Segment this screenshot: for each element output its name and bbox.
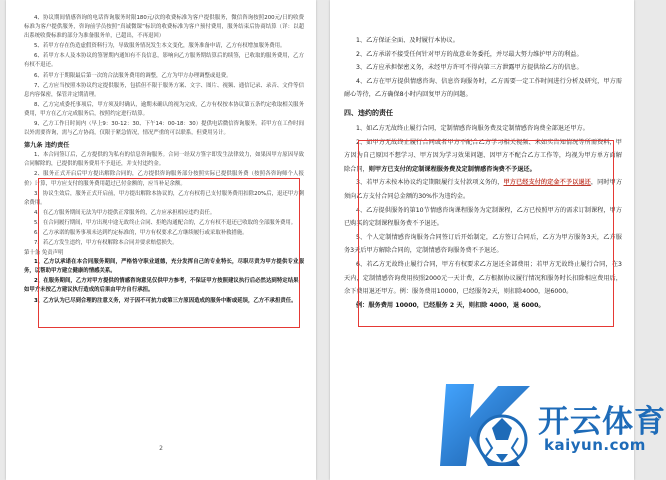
right-paragraph-2: 2、乙方承诺不接受任何针对甲方的故意业务委托，并尽最大努力维护甲方的利益。 (356, 50, 583, 58)
right-top-section (344, 34, 622, 102)
watermark-title: 开云体育 (538, 404, 666, 440)
left-highlight-box (38, 178, 300, 328)
left-paragraph-1: 4、协议期间情感咨询的电话咨询服务时限180元/次的收费标准为客户提供服务，微信咨询按照200元/日的收费标准为客户提供服务，咨询前学员按照“真诚微课”标识的收费标准为客户预付费用，服务结束后协商结算（详：以超出系统收费标准的部分为准备服务单，已超出，不再退回） (24, 15, 304, 40)
left-paragraph-5: 7、乙方应当按照本协议约定提供服务，包括但不限于服务方案、文字、图片、视频、通信记录、录音、文件等信息内容保密，保管并定期清理。 (24, 82, 304, 98)
breach-clause-2: 2、服务正式开启后甲方提出解除合同的，乙方提供咨询服务部分按照实际已提供服务费（按照各咨询师个人报价）计算，甲方应支付的服务费用超过已付金额的，应当补足余额。 (24, 171, 304, 187)
liability-clause-2-emphasis: 则甲方已支付的定制课程服务费及定制情感咨询费不予退还。 (368, 165, 536, 173)
disclaimer-heading: 第十条 免责声明 (24, 250, 64, 257)
left-top-section (24, 14, 304, 138)
disclaimer-clause-1: 1、乙方以承诺在本合同服务期间，严格恪守职业道德，充分发挥自己的专业特长，尽职尽责为甲方提供专业服务，以帮助甲方建立健康的情感关系。 (24, 259, 304, 275)
left-paragraph-2: 5、若甲方存在伪造虚假资料行为，导致服务情况发生本文变化，服务准备申请，乙方有权增加服务费用。 (34, 43, 286, 50)
deposit-emphasis-inline: 甲方已经支付的定金不予以退还 (503, 179, 591, 187)
liability-clause-4: 4、乙方提供服务的第10节情感咨询课程服务为定制课程，乙方已按照甲方的需求订制课程，甲方已购买的定制课程服务费不予退还。 (344, 206, 622, 228)
breach-clause-6: 6、乙方承诺的服务事项未达到约定标准的，甲方有权要求乙方继续履行或采取补救措施。 (34, 229, 248, 236)
right-paragraph-3: 3、乙方应承担保密义务，未经甲方许可不得向第三方泄露甲方提供给乙方的信息。 (356, 64, 583, 72)
breach-clause-1: 1、本合同签订后，乙方提供的为私有的信息咨询服务。合同一经双方签字即发生法律效力，如果因甲方原因导致合同解除的，已提供的服务费用不予退还，并支付违约金。 (24, 152, 304, 168)
breach-clause-4: 4、在乙方服务期间无法为甲方提供正常服务的，乙方应承担相应违约责任。 (34, 209, 216, 216)
liability-heading: 四、违约的责任 (344, 108, 393, 117)
left-paragraph-3: 6、若甲方本人及本协议的签署期内通知有不良信息，影响向乙方服务期结算后的续签，已收取的服务费用，乙方有权不退还。 (24, 53, 304, 69)
disclaimer-clause-3: 3、乙方认为已尽到合理的注意义务，对于因不可抗力或第三方原因造成的服务中断或延误，乙方不承担责任。 (34, 297, 297, 304)
liability-clause-6: 6、若乙方无故终止履行合同，甲方有权要求乙方退还全部费用；若甲方无故终止履行合同，在3天内，定制情感咨询费用按照2000元一天计费，乙方根据协议履行情况和服务时长扣除相应费用后，余下费用退还甲方。例：服务费用10000，已经服务2天，则扣除4000，退6000。 (344, 260, 622, 296)
breach-heading: 第九条 违约责任 (24, 142, 70, 150)
right-paragraph-1: 1、乙方保证全面、及时履行本协议。 (356, 37, 459, 44)
left-paragraph-6: 8、乙方完成委托事项后，甲方须及时确认，逾期未确认的视为完成，乙方有权按本协议第五条约定收取相关服务费用，甲方在乙方完成服务后，按照约定进行结算。 (24, 101, 304, 117)
breach-clause-5: 5、在合同履行期间，甲方出现中途无故终止合同、拒绝沟通配合的，乙方有权不退还已收取的全部服务费用。 (34, 219, 297, 226)
left-paragraph-7: 9、乙方工作日时间内（早上9：30-12：30、下午14：00-18：30）提供电话微信咨询服务。若甲方在工作时间以外需要咨询，需与乙方协商，仅限于紧急情况，情况严重的可以联系，但费用另计。 (24, 121, 304, 137)
breach-clause-7: 7、若乙方发生违约，甲方有权解除本合同并要求赔偿损失。 (34, 240, 178, 247)
kaiyun-logo-icon (440, 378, 536, 470)
left-paragraph-4: 6、若甲方于期限最后第一次的合法服务费用的调整，乙方为甲方办理调整或退费。 (34, 72, 232, 79)
breach-clause-3: 3、协议生效后，服务正式开启前，甲方提出解除本协议的，乙方有权将已支付服务费用扣除20%后，退还甲方剩余费用。 (24, 190, 304, 206)
right-highlight-box (358, 140, 614, 327)
liability-clause-5: 5、个人定制情感咨询服务合同签订后开始制定，乙方签订合同后，乙方为甲方服务3天，乙方服务3天后甲方解除合同的，定制情感咨询服务费不予退还。 (344, 233, 622, 255)
right-paragraph-4: 4、乙方在甲方提供情感咨询、信息咨询服务时，乙方需要一定工作时间进行分析及研究，甲方需耐心等待，乙方确保8小时内回复甲方的问题。 (344, 77, 622, 99)
liability-clause-2-text: 2、如甲方无故终止履行合同或者甲方不配合乙方学习相关视频、未如实告知情况等所需资料，甲方因为自己原因不想学习、甲方因为学习效果问题、因甲方不配合乙方工作等，均视为甲方单方面解除合同， (344, 138, 622, 173)
watermark (440, 378, 666, 470)
refund-example: 例：服务费用 10000，已经服务 2 天，则扣除 4000，退 6000。 (356, 301, 545, 309)
liability-clause-3-text: 3、若甲方未按本协议约定期限履行支付款项义务的，甲方已经支付的定金不予以退还，同时甲方须向乙方支付合同总金额的30%作为违约金。 (344, 179, 623, 200)
watermark-subtitle: kaiyun.com (544, 436, 646, 454)
liability-clause-1: 1、如乙方无故终止履行合同，定制情感咨询服务费及定制情感咨询费全部退还甲方。 (356, 124, 589, 132)
disclaimer-clause-2: 2、在服务期间，乙方对甲方提供的情感咨询意见仅供甲方参考，不保证甲方按照建议执行后必然达到特定结果，如甲方未按乙方建议执行造成的后果由甲方自行承担。 (24, 278, 304, 294)
page-number: 2 (159, 445, 163, 452)
